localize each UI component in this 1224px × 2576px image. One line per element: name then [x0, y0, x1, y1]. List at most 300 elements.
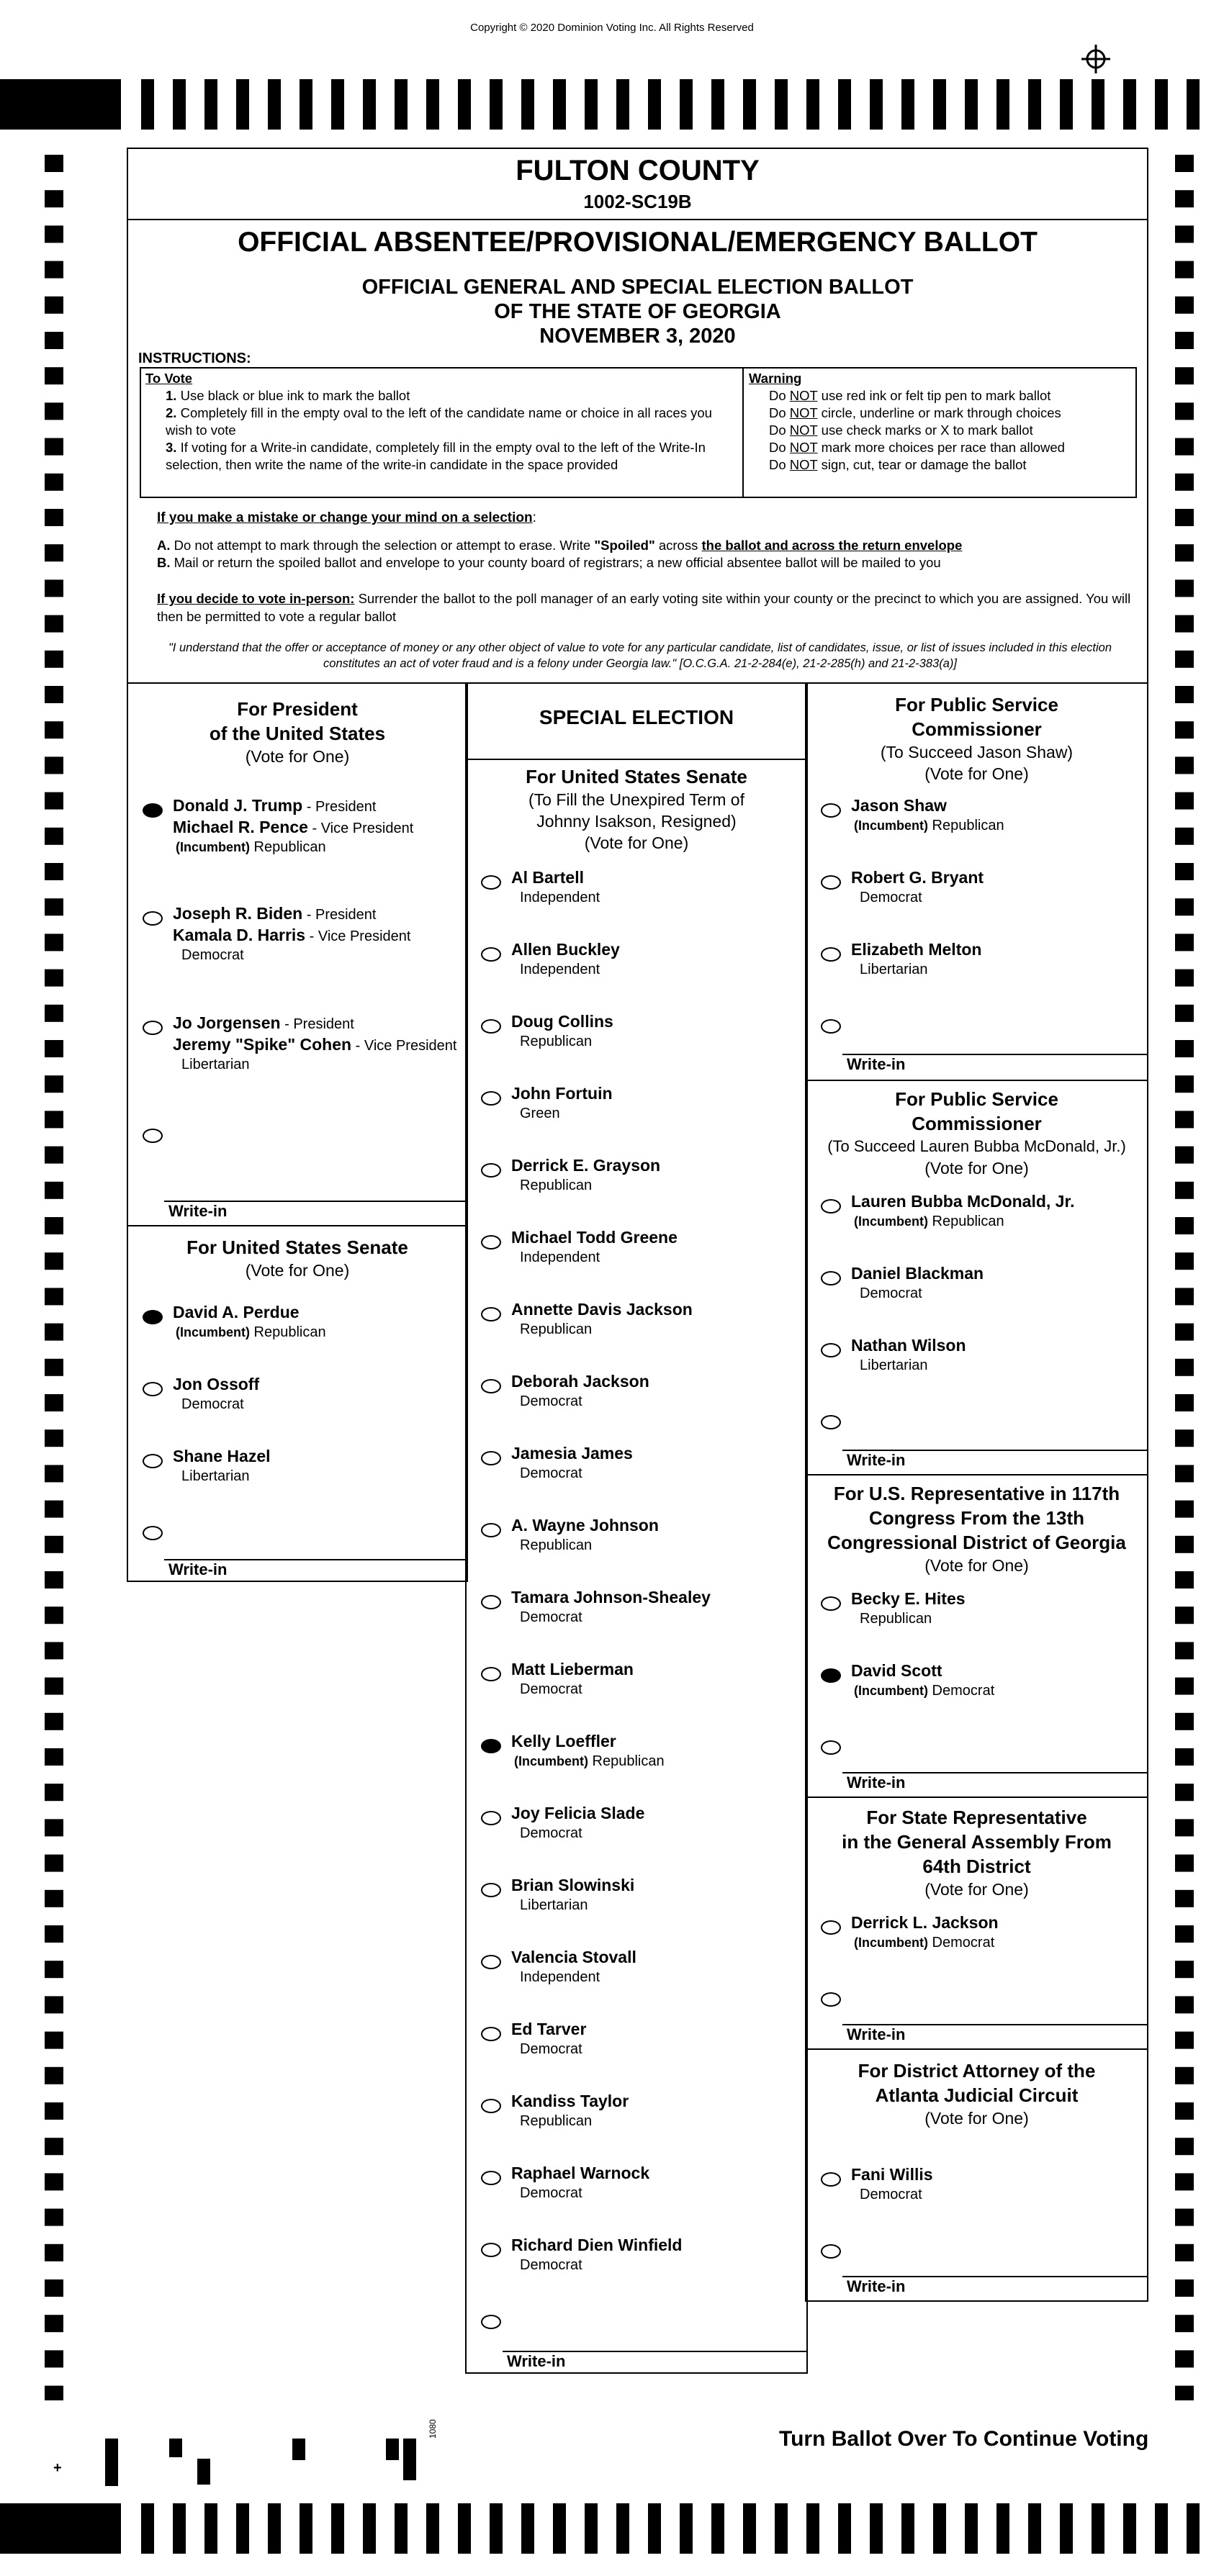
mistake-b	[157, 553, 1136, 571]
timing-mark	[45, 474, 63, 491]
warning-pre: Do	[769, 422, 790, 438]
vote-oval[interactable]	[481, 1667, 501, 1681]
vote-oval[interactable]	[143, 1021, 163, 1035]
in-person-text: Surrender the ballot to the poll manager of an early voting site within your county or the precinct to which you are assigned. You will then be permitted to vote a regular ballot	[157, 591, 1131, 624]
timing-mark	[965, 79, 978, 130]
timing-mark	[1175, 2209, 1194, 2226]
candidate-name: Doug Collins	[511, 1012, 613, 1031]
race-subtitle: (To Fill the Unexpired Term of	[528, 790, 744, 809]
timing-mark	[45, 721, 63, 738]
timing-mark	[45, 1394, 63, 1411]
vote-oval[interactable]	[821, 1668, 841, 1683]
turn-over-notice: Turn Ballot Over To Continue Voting	[779, 2427, 1149, 2451]
candidate-name: Joy Felicia Slade	[511, 1804, 645, 1822]
mistake-a-label: A.	[157, 538, 171, 553]
timing-mark	[1175, 1855, 1194, 1872]
barcode-mark	[169, 2439, 182, 2457]
timing-mark	[1175, 1642, 1194, 1659]
warning-pre: Do	[769, 405, 790, 420]
timing-mark	[45, 756, 63, 774]
column-middle	[465, 682, 808, 2374]
timing-mark	[1175, 2067, 1194, 2084]
timing-mark	[870, 79, 883, 130]
party-label: Republican	[860, 1611, 932, 1627]
spoiled-word: "Spoiled"	[594, 538, 655, 553]
timing-mark	[901, 79, 914, 130]
barcode-mark	[105, 2439, 118, 2486]
party-label	[514, 1753, 665, 1770]
vote-for-label: (Vote for One)	[584, 833, 689, 852]
race-subtitle: Johnny Isakson, Resigned)	[536, 812, 737, 831]
timing-mark	[680, 79, 693, 130]
instructions-box	[140, 367, 1137, 498]
candidate-name: Ed Tarver	[511, 2020, 587, 2038]
timing-mark	[268, 79, 281, 130]
candidate-name: Allen Buckley	[511, 940, 620, 959]
party-name: Republican	[928, 1214, 1004, 1229]
candidate-name: David Scott	[851, 1661, 942, 1680]
candidate-name: Fani Willis	[851, 2165, 933, 2184]
timing-mark	[45, 1713, 63, 1730]
timing-mark	[458, 79, 471, 130]
timing-mark	[1092, 79, 1104, 130]
vote-oval[interactable]	[821, 1920, 841, 1935]
race-title: Commissioner	[912, 718, 1042, 740]
timing-mark	[331, 79, 344, 130]
timing-mark	[648, 79, 661, 130]
to-vote-item-1	[145, 387, 736, 405]
timing-mark	[395, 2503, 408, 2554]
to-vote-title: To Vote	[145, 371, 193, 386]
mistake-heading-row	[157, 510, 536, 526]
vote-oval[interactable]	[481, 1523, 501, 1537]
timing-mark	[1175, 934, 1194, 951]
vote-oval[interactable]	[821, 1343, 841, 1357]
race-title: For State Representative	[866, 1807, 1087, 1828]
mistake-a-text: Do not attempt to mark through the selection or attempt to erase. Write	[170, 538, 595, 553]
to-vote-item-3	[145, 439, 736, 474]
timing-mark	[45, 1536, 63, 1553]
party-label: Democrat	[520, 1609, 582, 1625]
write-in-label: Write-in	[847, 2277, 906, 2295]
race-title: For Public Service	[895, 694, 1058, 715]
party-label: Libertarian	[181, 1057, 250, 1072]
timing-mark	[1175, 1501, 1194, 1518]
timing-mark	[1092, 2503, 1104, 2554]
vote-oval[interactable]	[821, 2172, 841, 2187]
write-in-oval[interactable]	[821, 1019, 841, 1034]
vote-oval[interactable]	[481, 1019, 501, 1034]
timing-mark	[1175, 2138, 1194, 2155]
timing-mark	[236, 79, 249, 130]
timing-mark	[1175, 261, 1194, 279]
candidate-name: Kelly Loeffler	[511, 1732, 616, 1750]
timing-mark	[45, 1606, 63, 1624]
timing-mark	[1175, 2244, 1194, 2261]
timing-mark	[490, 2503, 503, 2554]
vote-oval[interactable]	[143, 803, 163, 818]
timing-mark	[1175, 1324, 1194, 1341]
timing-mark	[45, 190, 63, 207]
barcode-mark	[197, 2459, 210, 2485]
timing-mark	[1123, 2503, 1136, 2554]
timing-mark	[1175, 1606, 1194, 1624]
timing-mark	[1175, 1394, 1194, 1411]
timing-mark	[521, 2503, 534, 2554]
race-title: Commissioner	[912, 1113, 1042, 1134]
timing-mark	[933, 2503, 946, 2554]
timing-mark	[1175, 1784, 1194, 1801]
timing-mark	[1175, 297, 1194, 314]
timing-mark	[0, 79, 121, 130]
timing-mark	[901, 2503, 914, 2554]
vice-president-name: Kamala D. Harris	[173, 926, 306, 944]
vote-oval[interactable]	[821, 1199, 841, 1214]
candidate-name	[173, 1035, 456, 1054]
timing-mark	[1175, 1925, 1194, 1943]
write-in-oval[interactable]	[481, 2315, 501, 2329]
vote-oval[interactable]	[143, 1382, 163, 1396]
timing-mark	[45, 438, 63, 456]
timing-mark	[680, 2503, 693, 2554]
timing-mark	[806, 2503, 819, 2554]
write-in-oval[interactable]	[143, 1526, 163, 1540]
barcode-mark	[292, 2439, 305, 2460]
timing-mark	[45, 261, 63, 279]
party-label	[854, 818, 1004, 834]
warning-pre: Do	[769, 440, 790, 455]
write-in-oval[interactable]	[143, 1129, 163, 1143]
mistake-b-text: Mail or return the spoiled ballot and envelope to your county board of registrars; a new official absentee ballot will be mailed to you	[170, 555, 941, 570]
timing-mark	[1175, 1288, 1194, 1305]
party-label: Republican	[520, 1321, 593, 1337]
role-label: - Vice President	[305, 928, 411, 944]
race-divider	[128, 1225, 467, 1226]
timing-mark	[743, 79, 756, 130]
race-divider	[806, 2048, 1147, 2050]
write-in-label: Write-in	[847, 1451, 906, 1469]
candidate-name: Valencia Stovall	[511, 1948, 636, 1966]
timing-mark	[490, 79, 503, 130]
warning-item-3	[749, 422, 1130, 439]
timing-mark	[1175, 2350, 1194, 2367]
timing-mark	[711, 79, 724, 130]
race-divider	[806, 1080, 1147, 1081]
timing-mark	[1175, 1748, 1194, 1766]
timing-mark	[45, 934, 63, 951]
party-label: Green	[520, 1106, 560, 1121]
race-title: 64th District	[922, 1856, 1031, 1877]
timing-mark	[45, 1182, 63, 1199]
party-label: Democrat	[520, 1681, 582, 1697]
vote-oval[interactable]	[821, 1271, 841, 1285]
vote-oval[interactable]	[481, 1163, 501, 1178]
column-left	[127, 682, 468, 1582]
warning-post: use check marks or X to mark ballot	[817, 422, 1033, 438]
timing-mark	[45, 1855, 63, 1872]
role-label: - Vice President	[307, 821, 414, 836]
party-label: Libertarian	[860, 1357, 928, 1373]
timing-mark	[45, 2386, 63, 2400]
vote-oval[interactable]	[481, 1883, 501, 1897]
timing-mark	[45, 2244, 63, 2261]
item-text: Use black or blue ink to mark the ballot	[176, 388, 410, 403]
timing-mark	[45, 2138, 63, 2155]
timing-mark	[1060, 2503, 1073, 2554]
timing-mark	[1175, 1359, 1194, 1376]
timing-mark	[838, 2503, 851, 2554]
timing-mark	[1175, 332, 1194, 349]
party-label: Libertarian	[181, 1468, 250, 1484]
party-name: Republican	[928, 818, 1004, 833]
timing-mark	[45, 1288, 63, 1305]
warning-not: NOT	[789, 422, 818, 438]
timing-mark	[45, 1217, 63, 1234]
timing-mark	[45, 686, 63, 703]
race-divider	[806, 1797, 1147, 1798]
candidate-name: John Fortuin	[511, 1084, 613, 1103]
vote-oval[interactable]	[481, 2099, 501, 2113]
party-label: Independent	[520, 1249, 600, 1265]
party-label: Democrat	[520, 2041, 582, 2057]
vote-oval[interactable]	[481, 1811, 501, 1825]
warning-pre: Do	[769, 388, 790, 403]
timing-mark	[141, 79, 154, 130]
timing-mark	[45, 828, 63, 845]
write-in-label: Write-in	[847, 2025, 906, 2043]
timing-mark	[300, 79, 312, 130]
vote-oval[interactable]	[481, 875, 501, 890]
timing-mark	[806, 79, 819, 130]
instructions-divider	[742, 369, 744, 497]
vice-president-name: Jeremy "Spike" Cohen	[173, 1035, 352, 1054]
vote-oval[interactable]	[143, 1454, 163, 1468]
warning-pre: Do	[769, 457, 790, 472]
party-label: Independent	[520, 1969, 600, 1985]
timing-mark	[1175, 1111, 1194, 1128]
write-in-label: Write-in	[847, 1773, 906, 1791]
copyright-notice: Copyright © 2020 Dominion Voting Inc. All Rights Reserved	[470, 22, 754, 34]
timing-mark	[45, 1678, 63, 1695]
timing-mark	[173, 2503, 186, 2554]
vote-oval[interactable]	[821, 803, 841, 818]
timing-mark	[45, 544, 63, 561]
in-person-note	[157, 589, 1136, 625]
vote-oval[interactable]	[481, 1451, 501, 1465]
timing-mark	[1175, 2279, 1194, 2297]
timing-mark	[45, 1748, 63, 1766]
timing-mark	[965, 2503, 978, 2554]
timing-mark	[996, 2503, 1009, 2554]
timing-mark	[45, 1359, 63, 1376]
candidate-name: Michael Todd Greene	[511, 1228, 678, 1247]
timing-mark	[45, 1642, 63, 1659]
timing-mark	[173, 79, 186, 130]
vote-oval[interactable]	[481, 947, 501, 962]
timing-mark	[616, 2503, 629, 2554]
timing-mark	[45, 1324, 63, 1341]
warning-not: NOT	[789, 405, 818, 420]
write-in-oval[interactable]	[821, 1992, 841, 2007]
item-number: 2.	[166, 405, 177, 420]
vote-oval[interactable]	[821, 875, 841, 890]
candidate-name: A. Wayne Johnson	[511, 1516, 659, 1535]
party-label: Libertarian	[520, 1897, 588, 1913]
warning-post: mark more choices per race than allowed	[817, 440, 1065, 455]
barcode-mark	[403, 2439, 416, 2480]
party-label: Democrat	[520, 1393, 582, 1409]
candidate-name: Jason Shaw	[851, 796, 947, 815]
party-name: Democrat	[928, 1935, 995, 1951]
election-date: NOVEMBER 3, 2020	[539, 325, 736, 348]
incumbent-label: (Incumbent)	[854, 818, 928, 833]
timing-mark	[1175, 474, 1194, 491]
candidate-name: Daniel Blackman	[851, 1264, 984, 1283]
timing-mark	[45, 2315, 63, 2332]
election-subtitle-2: OF THE STATE OF GEORGIA	[494, 300, 781, 323]
timing-mark	[45, 863, 63, 880]
party-label: Republican	[520, 2113, 593, 2129]
ballot-type-title: OFFICIAL ABSENTEE/PROVISIONAL/EMERGENCY BALLOT	[238, 227, 1038, 258]
timing-mark	[870, 2503, 883, 2554]
timing-mark	[45, 2032, 63, 2049]
vote-oval[interactable]	[481, 1595, 501, 1609]
write-in-label: Write-in	[847, 1055, 906, 1073]
header-divider	[128, 219, 1147, 220]
timing-mark	[45, 2102, 63, 2120]
race-title: For President	[237, 698, 358, 720]
timing-mark	[1175, 579, 1194, 597]
timing-mark	[1123, 79, 1136, 130]
write-in-label: Write-in	[507, 2352, 566, 2370]
mistake-a-emphasis: the ballot and across the return envelope	[701, 538, 963, 553]
timing-mark	[1175, 402, 1194, 420]
role-label: - President	[280, 1016, 354, 1032]
party-label: Libertarian	[860, 962, 928, 977]
to-vote-section	[145, 370, 736, 474]
party-label: Republican	[520, 1178, 593, 1193]
timing-mark	[1175, 1678, 1194, 1695]
timing-mark	[1175, 686, 1194, 703]
timing-mark	[1175, 898, 1194, 916]
vote-oval[interactable]	[481, 1955, 501, 1969]
candidate-name: Jon Ossoff	[173, 1375, 260, 1393]
barcode-mark	[386, 2439, 399, 2460]
timing-mark	[0, 2503, 121, 2554]
timing-mark	[1175, 1217, 1194, 1234]
vice-president-name: Michael R. Pence	[173, 818, 308, 836]
timing-mark	[1175, 721, 1194, 738]
timing-mark	[300, 2503, 312, 2554]
timing-mark	[45, 2173, 63, 2190]
warning-not: NOT	[789, 457, 818, 472]
candidate-name	[173, 796, 376, 815]
timing-mark	[45, 1040, 63, 1057]
timing-marks-bottom	[0, 2503, 1224, 2554]
timing-mark	[1175, 190, 1194, 207]
timing-mark	[45, 155, 63, 172]
ballot-header	[127, 148, 1148, 684]
vote-oval[interactable]	[481, 2171, 501, 2185]
timing-mark	[1175, 1075, 1194, 1093]
party-label: Democrat	[520, 1825, 582, 1841]
vote-oval[interactable]	[481, 2027, 501, 2041]
candidate-name: Richard Dien Winfield	[511, 2236, 683, 2254]
timing-mark	[204, 2503, 217, 2554]
timing-mark	[45, 1819, 63, 1836]
write-in-oval[interactable]	[821, 1740, 841, 1755]
timing-mark	[775, 79, 788, 130]
party-label: Independent	[520, 962, 600, 977]
timing-mark	[1175, 225, 1194, 243]
timing-mark	[1175, 1713, 1194, 1730]
timing-mark	[45, 1784, 63, 1801]
timing-mark	[45, 1961, 63, 1978]
timing-mark	[1175, 863, 1194, 880]
candidate-name: Annette Davis Jackson	[511, 1300, 693, 1319]
timing-mark	[1028, 2503, 1041, 2554]
race-title: of the United States	[209, 723, 386, 744]
vote-oval[interactable]	[481, 1091, 501, 1106]
write-in-oval[interactable]	[821, 1415, 841, 1429]
timing-marks-right	[1175, 155, 1197, 2400]
item-text: Completely fill in the empty oval to the left of the candidate name or choice in all races you wish to vote	[166, 405, 712, 438]
vote-for-label: (Vote for One)	[924, 764, 1029, 783]
candidate-name: Deborah Jackson	[511, 1372, 649, 1391]
vote-oval[interactable]	[821, 1596, 841, 1611]
timing-mark	[45, 1005, 63, 1022]
vote-oval[interactable]	[481, 1739, 501, 1753]
timing-mark	[1175, 2315, 1194, 2332]
timing-mark	[1175, 1890, 1194, 1907]
candidate-name	[173, 1013, 354, 1033]
race-title: For U.S. Representative in 117th	[833, 1483, 1120, 1504]
timing-mark	[1175, 615, 1194, 633]
legal-notice: "I understand that the offer or acceptance of money or any other object of value to vote for any particular candidate, list of candidates, issue, or list of issues included in this election constitutes an act of voter fraud and is a felony under Georgia law." [O.C.G.A. 21-2-284(e), 21-2-285(h) and 21-2-383(a)]	[168, 641, 1112, 670]
timing-mark	[45, 1925, 63, 1943]
timing-mark	[45, 970, 63, 987]
candidate-name: Jamesia James	[511, 1444, 633, 1463]
timing-mark	[45, 615, 63, 633]
vote-oval[interactable]	[481, 2243, 501, 2257]
timing-mark	[1175, 756, 1194, 774]
timing-mark	[1175, 1996, 1194, 2013]
race-divider	[467, 759, 806, 760]
timing-mark	[45, 2350, 63, 2367]
vote-oval[interactable]	[821, 947, 841, 962]
write-in-oval[interactable]	[821, 2244, 841, 2259]
vote-oval[interactable]	[481, 1379, 501, 1393]
timing-mark	[1175, 544, 1194, 561]
incumbent-label: (Incumbent)	[854, 1214, 928, 1229]
vote-oval[interactable]	[143, 1310, 163, 1324]
candidate-name: David A. Perdue	[173, 1303, 300, 1321]
vote-oval[interactable]	[481, 1307, 501, 1321]
warning-post: use red ink or felt tip pen to mark ballot	[817, 388, 1051, 403]
party-label: Democrat	[860, 890, 922, 905]
timing-mark	[996, 79, 1009, 130]
president-name: Donald J. Trump	[173, 796, 303, 815]
timing-marks-left	[45, 155, 66, 2400]
timing-mark	[585, 79, 598, 130]
race-title: Atlanta Judicial Circuit	[875, 2084, 1079, 2106]
timing-mark	[1175, 2386, 1194, 2400]
timing-mark	[521, 79, 534, 130]
vote-oval[interactable]	[481, 1235, 501, 1249]
candidate-name: Shane Hazel	[173, 1447, 271, 1465]
vote-oval[interactable]	[143, 911, 163, 926]
candidate-name: Robert G. Bryant	[851, 868, 984, 887]
